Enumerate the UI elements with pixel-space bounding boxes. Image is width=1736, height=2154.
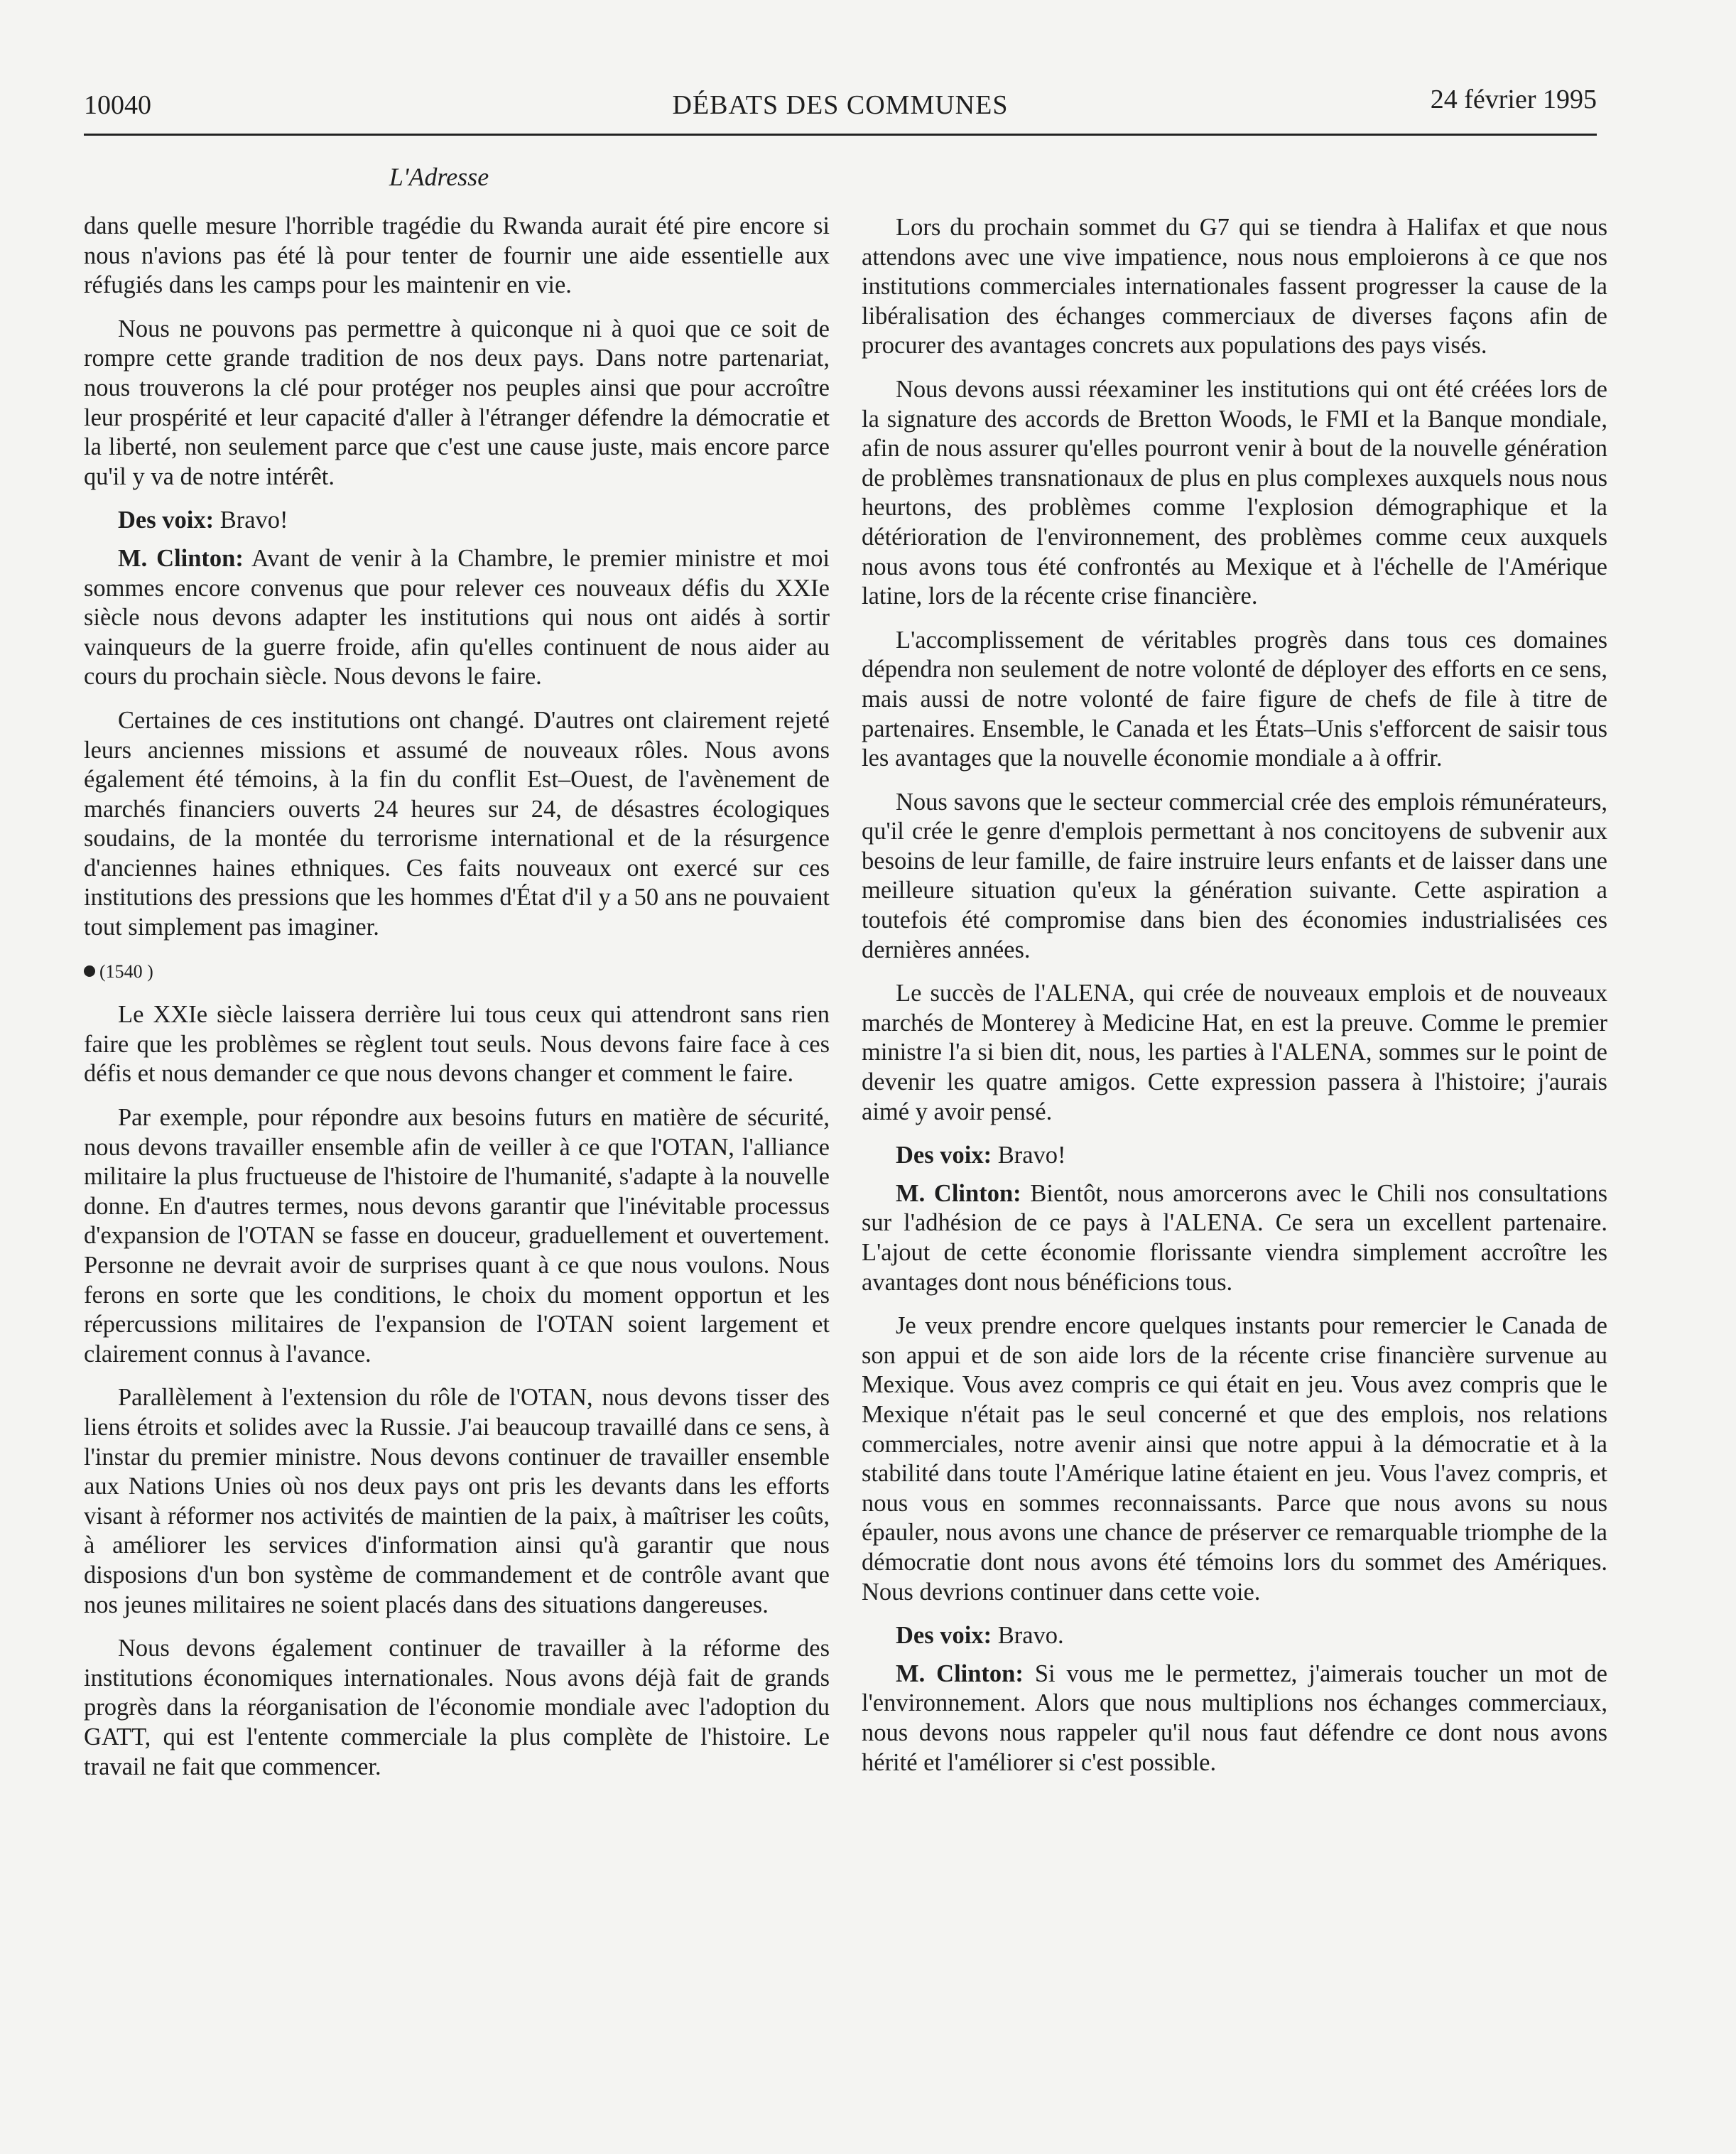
speaker-name: M. Clinton: (896, 1179, 1021, 1207)
speaker-intervention (84, 544, 830, 692)
speaker-intervention (862, 1621, 1607, 1651)
speaker-intervention (862, 1660, 1607, 1777)
paragraph: L'accomplissement de véritables progrès dans tous ces domaines dépendra non seulement de notre volonté de déployer des efforts en ce sens, mais aussi de notre volonté de faire figure de chefs de file à titre de partenaires. Ensemble, le Canada et les États–Unis s'efforcent de saisir tous les avantages que la nouvelle économie mondiale a à offrir. (862, 626, 1607, 772)
speaker-intervention (862, 1141, 1607, 1171)
speaker-intervention (84, 506, 830, 536)
speech-text: Bravo! (997, 1142, 1066, 1169)
paragraph: Nous devons également continuer de travailler à la réforme des institutions économiques internationales. Nous avons déjà fait de grands progrès dans la réorganisation de l'économie mondiale avec l'adoption du GATT, qui est l'entente commerciale la plus complète de l'histoire. Le travail ne fait que commencer. (84, 1635, 830, 1780)
publication-title: DÉBATS DES COMMUNES (672, 90, 1009, 120)
right-column (862, 213, 1607, 1792)
paragraph: dans quelle mesure l'horrible tragédie du Rwanda aurait été pire encore si nous n'avions pas été là pour tenter de fournir une aide essentielle aux réfugiés dans les camps pour les maintenir en vie. (84, 212, 830, 299)
speaker-name: Des voix: (118, 507, 215, 534)
paragraph: Nous savons que le secteur commercial crée des emplois rémunérateurs, qu'il crée le genre d'emplois permettant à nos concitoyens de subvenir aux besoins de leur famille, de faire instruire leurs enfants et de laisser dans une meilleure situation qu'eux la génération suivante. Cette aspiration a toutefois été compromise dans bien des économies industrialisées ces dernières années. (862, 788, 1607, 963)
paragraph: Le XXIe siècle laissera derrière lui tous ceux qui attendront sans rien faire que les problèmes se règlent tout seuls. Nous devons faire face à ces défis et nous demander ce que nous devons changer et comment le faire. (84, 1001, 830, 1088)
paragraph: Nous devons aussi réexaminer les institutions qui ont été créées lors de la signature des accords de Bretton Woods, le FMI et la Banque mondiale, afin de nous assurer qu'elles pourront venir à bout de la nouvelle génération de problèmes transnationaux de plus en plus complexes auxquels nous nous heurtons, des problèmes comme l'explosion démographique et la détérioration de l'environnement, des problèmes comme ceux auxquels nous avons tous été confrontés au Mexique et à l'échelle de l'Amérique latine, lors de la récente crise financière. (862, 375, 1607, 610)
speaker-intervention (862, 1179, 1607, 1297)
speech-text: Bientôt, nous amorcerons avec le Chili nos consultations sur l'adhésion de ce pays à l'ALENA. Ce sera un excellent partenaire. L'ajout de cette économie florissante viendra simplement accroître les avantages dont nous bénéficions tous. (862, 1179, 1608, 1296)
paragraph: Parallèlement à l'extension du rôle de l'OTAN, nous devons tisser des liens étroits et solides avec la Russie. J'ai beaucoup travaillé dans ce sens, à l'instar du premier ministre. Nous devons continuer de travailler ensemble aux Nations Unies où nos deux pays ont pris les devants dans les efforts visant à réformer nos activités de maintien de la paix, à maîtriser les coûts, à améliorer les services d'information ainsi qu'à garantir que nous disposions d'un bon système de commandement et de contrôle avant que nos jeunes militaires ne soient placés dans des situations dangereuses. (84, 1384, 830, 1618)
speech-text: Bravo. (997, 1622, 1064, 1650)
left-column (84, 212, 830, 1796)
page-number: 10040 (84, 90, 151, 120)
timestamp (84, 957, 830, 987)
publication-date: 24 février 1995 (1430, 85, 1597, 114)
paragraph: Certaines de ces institutions ont changé. D'autres ont clairement rejeté leurs anciennes missions et assumé de nouveaux rôles. Nous avons également été témoins, à la fin du conflit Est–Ouest, de l'avènement de marchés financiers ouverts 24 heures sur 24, de désastres écologiques soudains, de la montée du terrorisme international et de la résurgence d'anciennes haines ethniques. Ces faits nouveaux ont exercé sur ces institutions des pressions que les hommes d'État d'il y a 50 ans ne pouvaient tout simplement pas imaginer. (84, 706, 830, 941)
timestamp-text: (1540 ) (99, 960, 153, 982)
speech-text: Bravo! (219, 507, 288, 534)
paragraph: Je veux prendre encore quelques instants pour remercier le Canada de son appui et de son aide lors de la récente crise financière survenue au Mexique. Vous avez compris ce qui était en jeu. Vous avez compris que le Mexique n'était pas le seul concerné et que des emplois, nos relations commerciales, notre avenir ainsi que notre appui à la démocratie et à la stabilité dans toute l'Amérique latine étaient en jeu. Vous l'avez compris, et nous vous en sommes reconnaissants. Parce que nous avons su nous épauler, nous avons une chance de préserver ce remarquable triomphe de la démocratie dont nous avons été témoins lors du sommet des Amériques. Nous devrions continuer dans cette voie. (862, 1312, 1607, 1606)
paragraph: Par exemple, pour répondre aux besoins futurs en matière de sécurité, nous devons travailler ensemble afin de veiller à ce que l'OTAN, l'alliance militaire la plus fructueuse de l'histoire de l'humanité, s'adapte à la nouvelle donne. En d'autres termes, nous devons garantir que l'inévitable processus d'expansion de l'OTAN se fasse en douceur, graduellement et ouvertement. Personne ne devrait avoir de surprises quant à ce que nous voulons. Nous ferons en sorte que les conditions, le choix du moment opportun et les répercussions militaires de l'expansion de l'OTAN soient largement et clairement connus à l'avance. (84, 1104, 830, 1368)
running-header (84, 84, 1597, 136)
speaker-name: M. Clinton: (118, 544, 244, 572)
speech-text: Avant de venir à la Chambre, le premier ministre et moi sommes encore convenus que pour relever ces nouveaux défis du XXIe siècle nous devons adapter les institutions qui nous ont aidés à sortir vainqueurs de la guerre froide, afin qu'elles continuent de nous aider au cours du prochain siècle. Nous devons le faire. (84, 544, 830, 691)
bullet-icon (84, 965, 95, 977)
paragraph: Le succès de l'ALENA, qui crée de nouveaux emplois et de nouveaux marchés de Monterey à Medicine Hat, en est la preuve. Comme le premier ministre l'a si bien dit, nous, les parties à l'ALENA, sommes sur le point de devenir les quatre amigos. Cette expression passera à l'histoire; j'aurais aimé y avoir pensé. (862, 980, 1607, 1125)
paragraph: Lors du prochain sommet du G7 qui se tiendra à Halifax et que nous attendons avec une vive impatience, nous nous emploierons à ce que nos institutions commerciales internationales fassent progresser la cause de la libéralisation des échanges commerciaux de diverses façons afin de procurer des avantages concrets aux populations des pays visés. (862, 214, 1607, 359)
paragraph: Nous ne pouvons pas permettre à quiconque ni à quoi que ce soit de rompre cette grande tradition de nos deux pays. Dans notre partenariat, nous trouverons la clé pour protéger nos peuples ainsi que pour accroître leur prospérité et leur capacité d'aller à l'étranger défendre la démocratie et la liberté, non seulement parce que c'est une cause juste, mais encore parce qu'il y va de notre intérêt. (84, 315, 830, 490)
section-title: L'Adresse (389, 163, 489, 191)
speech-text: Si vous me le permettez, j'aimerais toucher un mot de l'environnement. Alors que nous multiplions nos échanges commerciaux, nous devons nous rappeler qu'il nous faut défendre ce dont nous avons hérité et l'améliorer si c'est possible. (862, 1660, 1607, 1776)
speaker-name: Des voix: (896, 1142, 992, 1169)
speaker-name: Des voix: (896, 1622, 992, 1650)
speaker-name: M. Clinton: (896, 1660, 1024, 1687)
